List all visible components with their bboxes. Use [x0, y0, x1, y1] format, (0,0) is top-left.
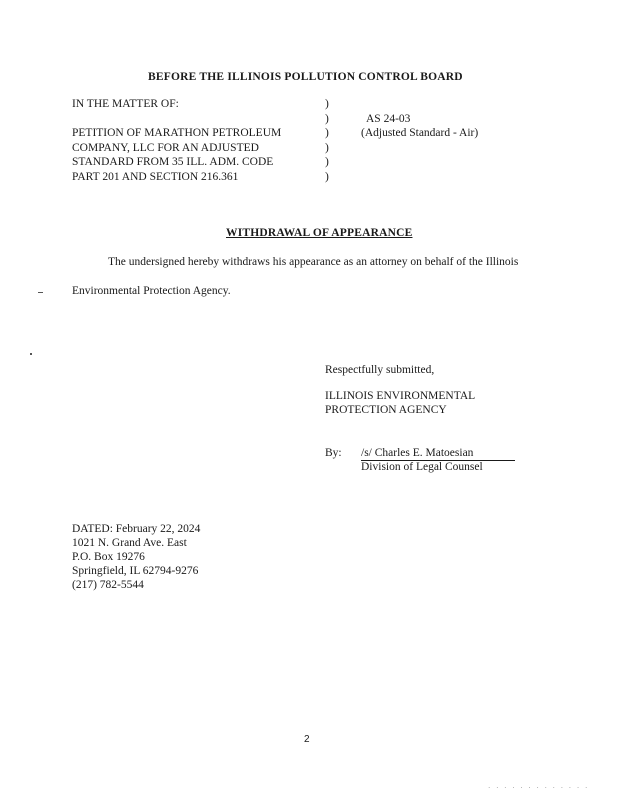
- closing-text: Respectfully submitted,: [325, 364, 435, 376]
- address-line: Springfield, IL 62794-9276: [72, 565, 199, 577]
- body-text-line: The undersigned hereby withdraws his appearance as an attorney on behalf of the Illinois: [108, 256, 519, 268]
- agency-name-line: PROTECTION AGENCY: [325, 404, 447, 416]
- margin-mark: [38, 292, 43, 293]
- case-type: (Adjusted Standard - Air): [361, 127, 479, 139]
- address-line: P.O. Box 19276: [72, 551, 145, 563]
- dated-line: DATED: February 22, 2024: [72, 523, 201, 535]
- address-line: 1021 N. Grand Ave. East: [72, 537, 187, 549]
- by-label: By:: [325, 447, 342, 459]
- case-number: AS 24-03: [366, 113, 411, 125]
- signature-line: [361, 446, 515, 461]
- division-name: Division of Legal Counsel: [361, 461, 483, 473]
- caption-line: PART 201 AND SECTION 216.361: [72, 170, 239, 183]
- caption-line: PETITION OF MARATHON PETROLEUM: [72, 127, 282, 140]
- caption-paren: ): [325, 98, 329, 110]
- body-text-line: Environmental Protection Agency.: [72, 285, 231, 297]
- caption-paren: ): [325, 127, 329, 140]
- board-heading: BEFORE THE ILLINOIS POLLUTION CONTROL BOARD: [148, 71, 463, 83]
- caption-line: COMPANY, LLC FOR AN ADJUSTED: [72, 141, 259, 154]
- document-title: WITHDRAWAL OF APPEARANCE: [226, 227, 413, 239]
- caption-paren: ): [325, 170, 329, 183]
- phone-line: (217) 782-5544: [72, 579, 144, 591]
- margin-dot: [30, 353, 32, 355]
- page-number: 2: [304, 734, 310, 745]
- caption-paren: ): [325, 112, 329, 125]
- caption-line: IN THE MATTER OF:: [72, 98, 179, 110]
- signer-name: /s/ Charles E. Matoesian: [361, 447, 474, 459]
- caption-parties: [72, 97, 281, 185]
- scan-artifact: · · · · · · · · · · · · ·: [488, 784, 590, 792]
- caption-parentheses: [325, 97, 329, 185]
- agency-name-line: ILLINOIS ENVIRONMENTAL: [325, 390, 476, 402]
- caption-paren: ): [325, 156, 329, 169]
- caption-line: [72, 112, 281, 127]
- caption-paren: ): [325, 141, 329, 154]
- caption-line: STANDARD FROM 35 ILL. ADM. CODE: [72, 156, 274, 169]
